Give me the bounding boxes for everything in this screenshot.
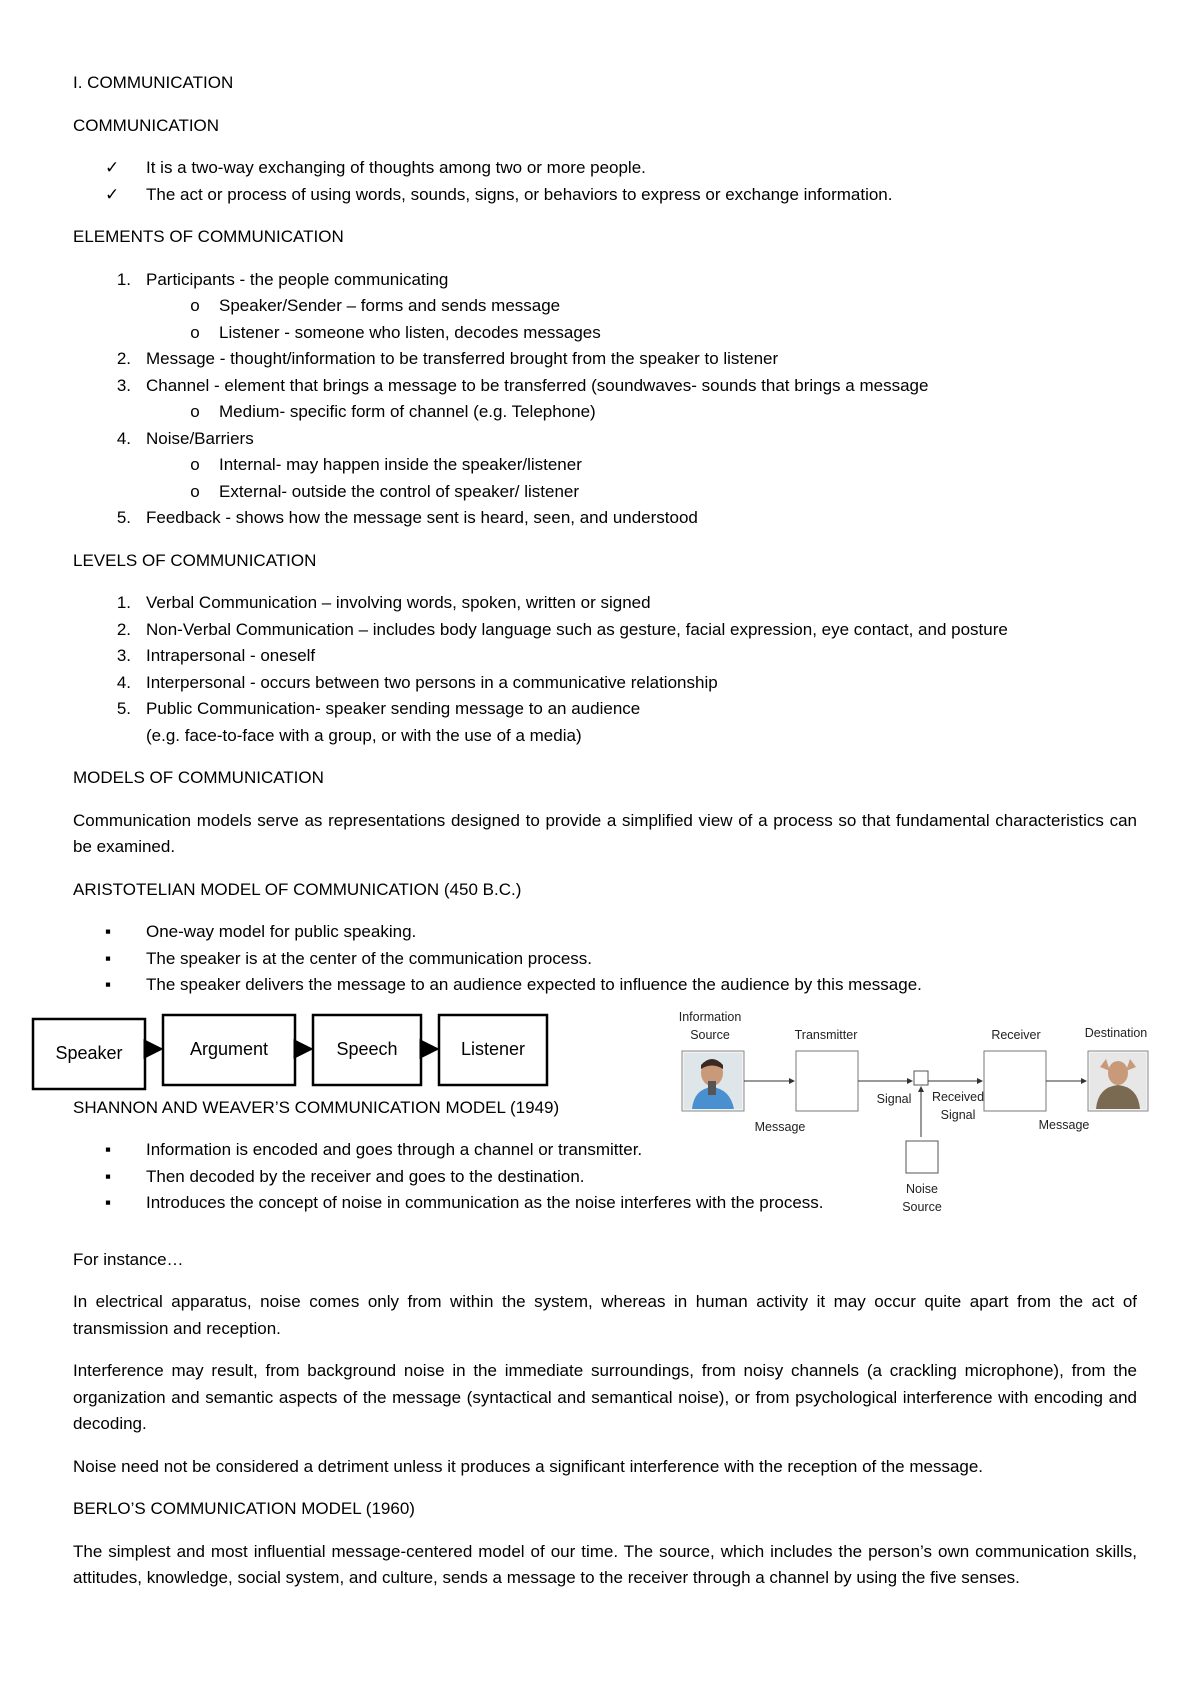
list-item: 5. Feedback - shows how the message sent is heard, seen, and understood (116, 508, 698, 527)
berlo-heading: BERLO’S COMMUNICATION MODEL (1960) (73, 1499, 415, 1518)
speaker-label: Speaker (55, 1042, 123, 1063)
check-icon: ✓ (105, 184, 120, 204)
list-item: ▪ One-way model for public speaking. (73, 919, 1137, 946)
message-left-label: Message (754, 1119, 806, 1134)
aristotle-bullets (73, 919, 1137, 999)
received-signal-label-2: Signal (940, 1107, 976, 1122)
message-right-label: Message (1038, 1117, 1090, 1132)
sub-list (73, 293, 1137, 346)
noise-source-label: Noise (906, 1181, 938, 1196)
list-item: 1. Verbal Communication – involving words, spoken, written or signed (116, 593, 651, 612)
listener-label: Listener (460, 1038, 526, 1059)
shannon-paragraph-3: Noise need not be considered a detriment unless it produces a significant interference with the reception of the message. (73, 1456, 984, 1476)
transmitter-label: Transmitter (794, 1027, 858, 1042)
receiver-label: Receiver (991, 1027, 1041, 1042)
sub-list (73, 399, 1137, 426)
information-source-label: Information (678, 1009, 742, 1024)
list-item: 4. Noise/Barriers (116, 428, 254, 448)
list-item: 3. Intrapersonal - oneself (116, 646, 316, 665)
person-listening-icon (1088, 1051, 1148, 1111)
diagram-row (55, 1007, 1148, 1247)
square-bullet-icon: ▪ (105, 975, 112, 994)
speech-label: Speech (336, 1038, 398, 1059)
list-item: o Speaker/Sender – forms and sends message (190, 296, 561, 315)
square-bullet-icon: ▪ (105, 1193, 112, 1212)
communication-bullets (73, 155, 1137, 208)
list-item: ▪ The speaker delivers the message to an audience expected to influence the audience by this message. (73, 972, 1137, 999)
square-bullet-icon: ▪ (105, 922, 112, 941)
list-item: ✓ It is a two-way exchanging of thoughts among two or more people. (73, 155, 1137, 182)
list-item-continuation: (e.g. face-to-face with a group, or with the use of a media) (146, 725, 582, 745)
models-heading: MODELS OF COMMUNICATION (73, 768, 324, 787)
list-item: 5. Public Communication- speaker sending message to an audience (116, 699, 641, 718)
list-item: ✓ The act or process of using words, sounds, signs, or behaviors to express or exchange information. (73, 182, 1137, 209)
berlo-paragraph: The simplest and most influential message-centered model of our time. The source, which includes the person’s own communication skills, attitudes, knowledge, social system, and culture, sends a message to the receiver through a channel by using the five senses. (73, 1541, 1137, 1587)
list-item: ▪ The speaker is at the center of the communication process. (73, 946, 1137, 973)
levels-list (73, 590, 1137, 749)
aristotle-heading: ARISTOTELIAN MODEL OF COMMUNICATION (450 B.C.) (73, 879, 522, 899)
list-item: ▪ Introduces the concept of noise in communication as the noise interferes with the process. (73, 1190, 913, 1217)
list-item: o External- outside the control of speaker/ listener (190, 481, 580, 501)
receiver-box (984, 1051, 1046, 1111)
square-bullet-icon: ▪ (105, 1166, 112, 1186)
shannon-paragraph-2: Interference may result, from background noise in the immediate surroundings, from noisy channels (a crackling microphone), from the organization and semantic aspects of the message (syntactical and semantical noise), or from psychological interference with encoding and decoding. (73, 1361, 1137, 1433)
argument-label: Argument (189, 1038, 269, 1059)
information-source-label-2: Source (690, 1027, 730, 1042)
shannon-section (73, 1095, 913, 1217)
check-icon: ✓ (105, 158, 120, 177)
list-item: ▪ Information is encoded and goes through a channel or transmitter. (73, 1137, 913, 1164)
document-title: I. COMMUNICATION (73, 73, 234, 92)
document-page (55, 70, 1148, 1592)
list-item: 3. Channel - element that brings a message to be transferred (soundwaves- sounds that brings a message (116, 375, 929, 395)
shannon-bullets (73, 1137, 913, 1217)
shannon-heading: SHANNON AND WEAVER’S COMMUNICATION MODEL (1949) (73, 1097, 560, 1117)
list-item: o Internal- may happen inside the speaker/listener (190, 455, 582, 474)
for-instance: For instance… (73, 1249, 184, 1269)
shannon-paragraph-1: In electrical apparatus, noise comes only from within the system, whereas in human activity it may occur quite apart from the act of transmission and reception. (73, 1292, 1137, 1338)
received-signal-label: Received (931, 1089, 985, 1104)
list-item: ▪ Then decoded by the receiver and goes to the destination. (73, 1164, 913, 1191)
aristotelian-diagram (31, 1011, 571, 1091)
noise-source-label-2: Source (902, 1199, 942, 1214)
noise-junction-box (914, 1071, 928, 1085)
models-paragraph: Communication models serve as representations designed to provide a simplified view of a process so that fundamental characteristics can be examined. (73, 810, 1137, 856)
sub-list (73, 452, 1137, 505)
elements-list (73, 267, 1137, 532)
destination-label: Destination (1084, 1025, 1148, 1040)
list-item: 2. Message - thought/information to be transferred brought from the speaker to listener (116, 349, 779, 368)
levels-heading: LEVELS OF COMMUNICATION (73, 550, 317, 570)
list-item: 4. Interpersonal - occurs between two persons in a communicative relationship (116, 672, 718, 692)
communication-heading: COMMUNICATION (73, 115, 220, 135)
elements-heading: ELEMENTS OF COMMUNICATION (73, 227, 344, 246)
signal-label: Signal (876, 1091, 912, 1106)
list-item: o Medium- specific form of channel (e.g. Telephone) (190, 402, 596, 421)
list-item: o Listener - someone who listen, decodes messages (190, 322, 601, 342)
square-bullet-icon: ▪ (105, 948, 112, 968)
list-item: 2. Non-Verbal Communication – includes body language such as gesture, facial expression, eye contact, and posture (116, 619, 1008, 639)
list-item: 1. Participants - the people communicating (116, 269, 449, 289)
square-bullet-icon: ▪ (105, 1140, 112, 1159)
